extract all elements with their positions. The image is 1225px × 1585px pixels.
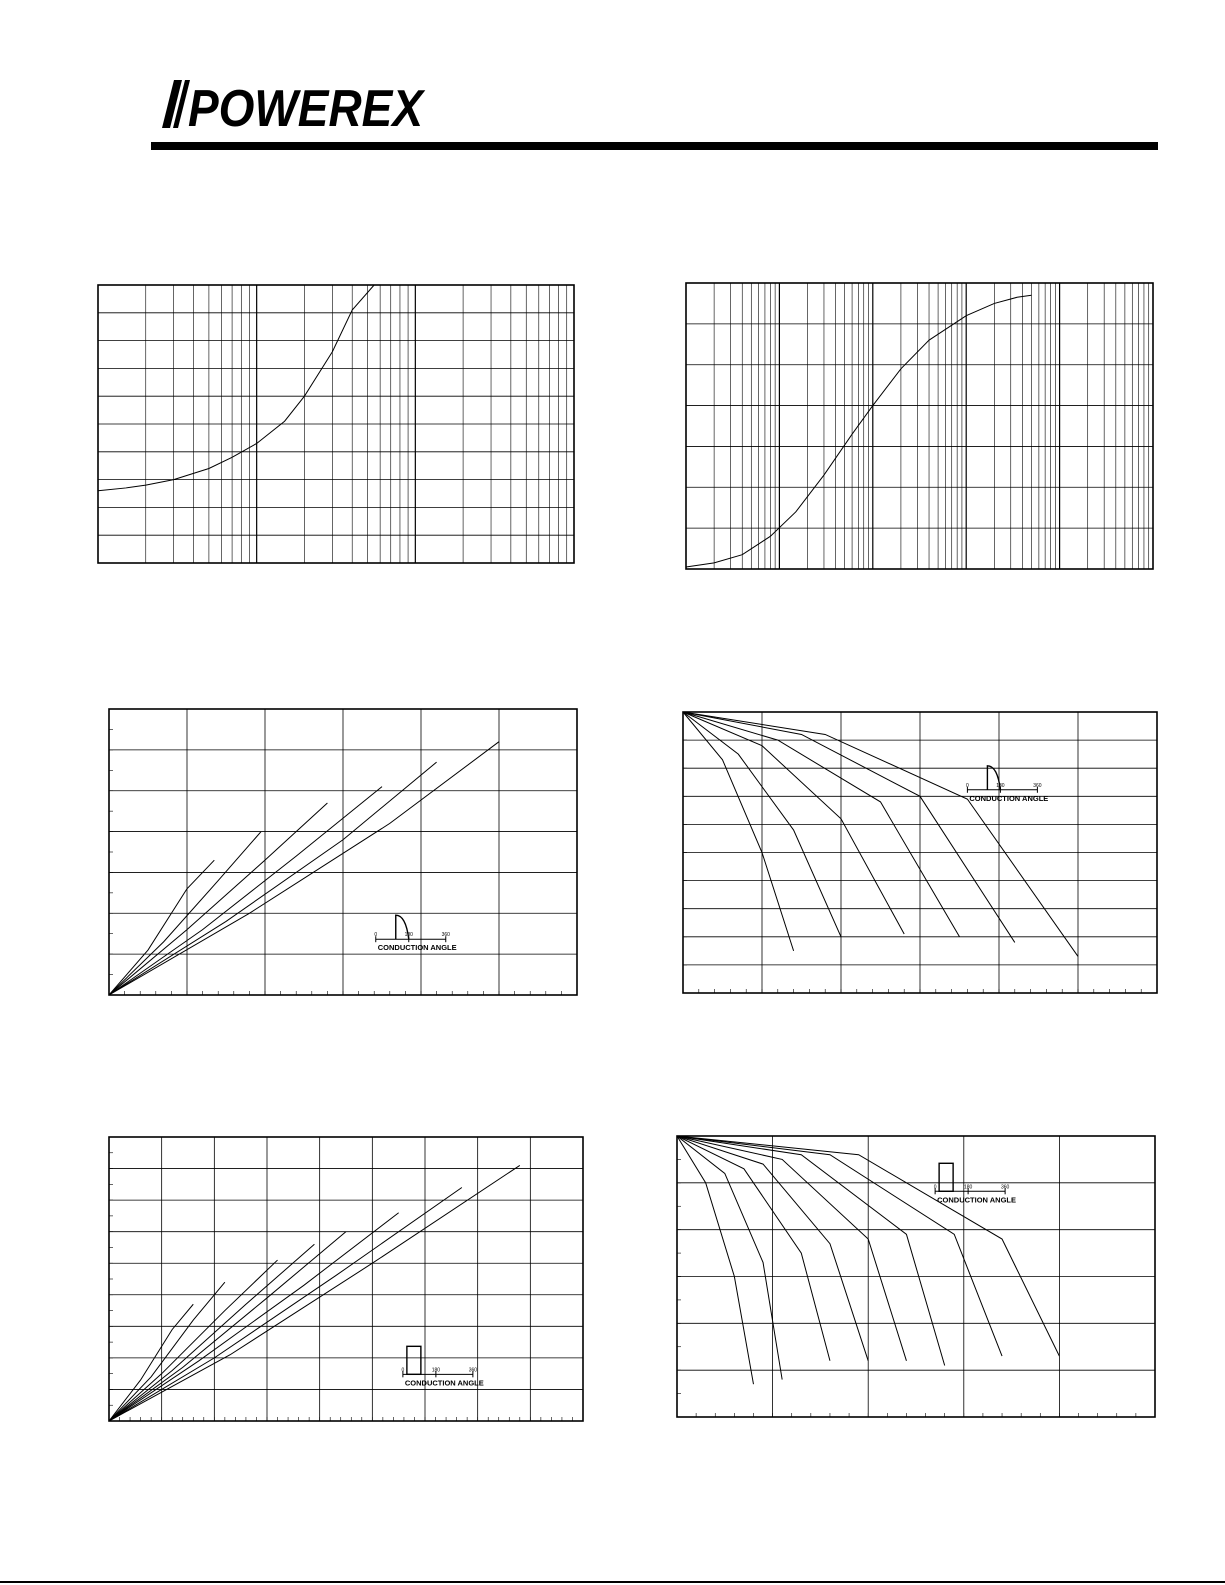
- conduction-angle-legend: [401, 1346, 483, 1387]
- conduction-angle-legend: [374, 915, 456, 952]
- grid: [109, 709, 577, 995]
- legend-tick-label: 0: [933, 1184, 937, 1191]
- conduction-angle-legend: [934, 1163, 1016, 1204]
- series-line-5: [683, 712, 1015, 942]
- series-line-6: [683, 712, 1078, 956]
- chart-6: [677, 1136, 1155, 1417]
- series-line-2: [677, 1136, 782, 1380]
- legend-tick-label: 0: [401, 1367, 405, 1374]
- legend-tick-label: 360: [1033, 782, 1042, 789]
- legend-tick-label: 0: [966, 782, 969, 789]
- series-line-5: [677, 1136, 906, 1361]
- series-line-1: [677, 1136, 753, 1384]
- series-line-3: [683, 712, 904, 934]
- series-line-1: [686, 295, 1031, 567]
- brand-text: POWEREX: [188, 80, 426, 132]
- series-line-5: [109, 762, 437, 995]
- series-line-1: [683, 712, 794, 951]
- series-line-6: [109, 742, 499, 995]
- legend-tick-label: 0: [374, 932, 378, 939]
- series-line-4: [109, 787, 382, 995]
- header-rule: [151, 142, 1158, 150]
- conduction-angle-legend: [966, 766, 1048, 803]
- chart-4: [683, 712, 1157, 993]
- series-line-6: [677, 1136, 945, 1365]
- conduction-angle-label: CONDUCTION ANGLE: [404, 1378, 484, 1388]
- legend-tick-label: 360: [468, 1367, 478, 1374]
- grid: [683, 712, 1157, 993]
- chart-3: [109, 709, 577, 995]
- grid: [686, 283, 1153, 569]
- legend-tick-label: 180: [963, 1184, 973, 1191]
- legend-tick-label: 180: [431, 1367, 441, 1374]
- legend-tick-label: 360: [1000, 1184, 1010, 1191]
- conduction-angle-label: CONDUCTION ANGLE: [937, 1195, 1017, 1205]
- square-waveform-icon: [939, 1163, 953, 1191]
- chart-1: [98, 285, 574, 563]
- legend-tick-label: 180: [996, 782, 1005, 789]
- series-line-1: [98, 285, 374, 491]
- square-waveform-icon: [407, 1346, 421, 1374]
- series-line-4: [109, 1244, 314, 1421]
- conduction-angle-label: CONDUCTION ANGLE: [377, 943, 457, 953]
- grid: [98, 285, 574, 563]
- powerex-logo: [160, 80, 430, 132]
- legend-tick-label: 360: [441, 932, 450, 939]
- conduction-angle-label: CONDUCTION ANGLE: [969, 793, 1049, 803]
- plot-frame: [686, 283, 1153, 569]
- series-line-3: [677, 1136, 830, 1361]
- grid: [677, 1136, 1155, 1417]
- footer-rule: [0, 1581, 1225, 1583]
- series-line-2: [109, 1282, 225, 1421]
- chart-5: [109, 1137, 583, 1421]
- chart-2: [686, 283, 1153, 569]
- legend-tick-label: 180: [404, 932, 413, 939]
- series-line-1: [109, 860, 214, 995]
